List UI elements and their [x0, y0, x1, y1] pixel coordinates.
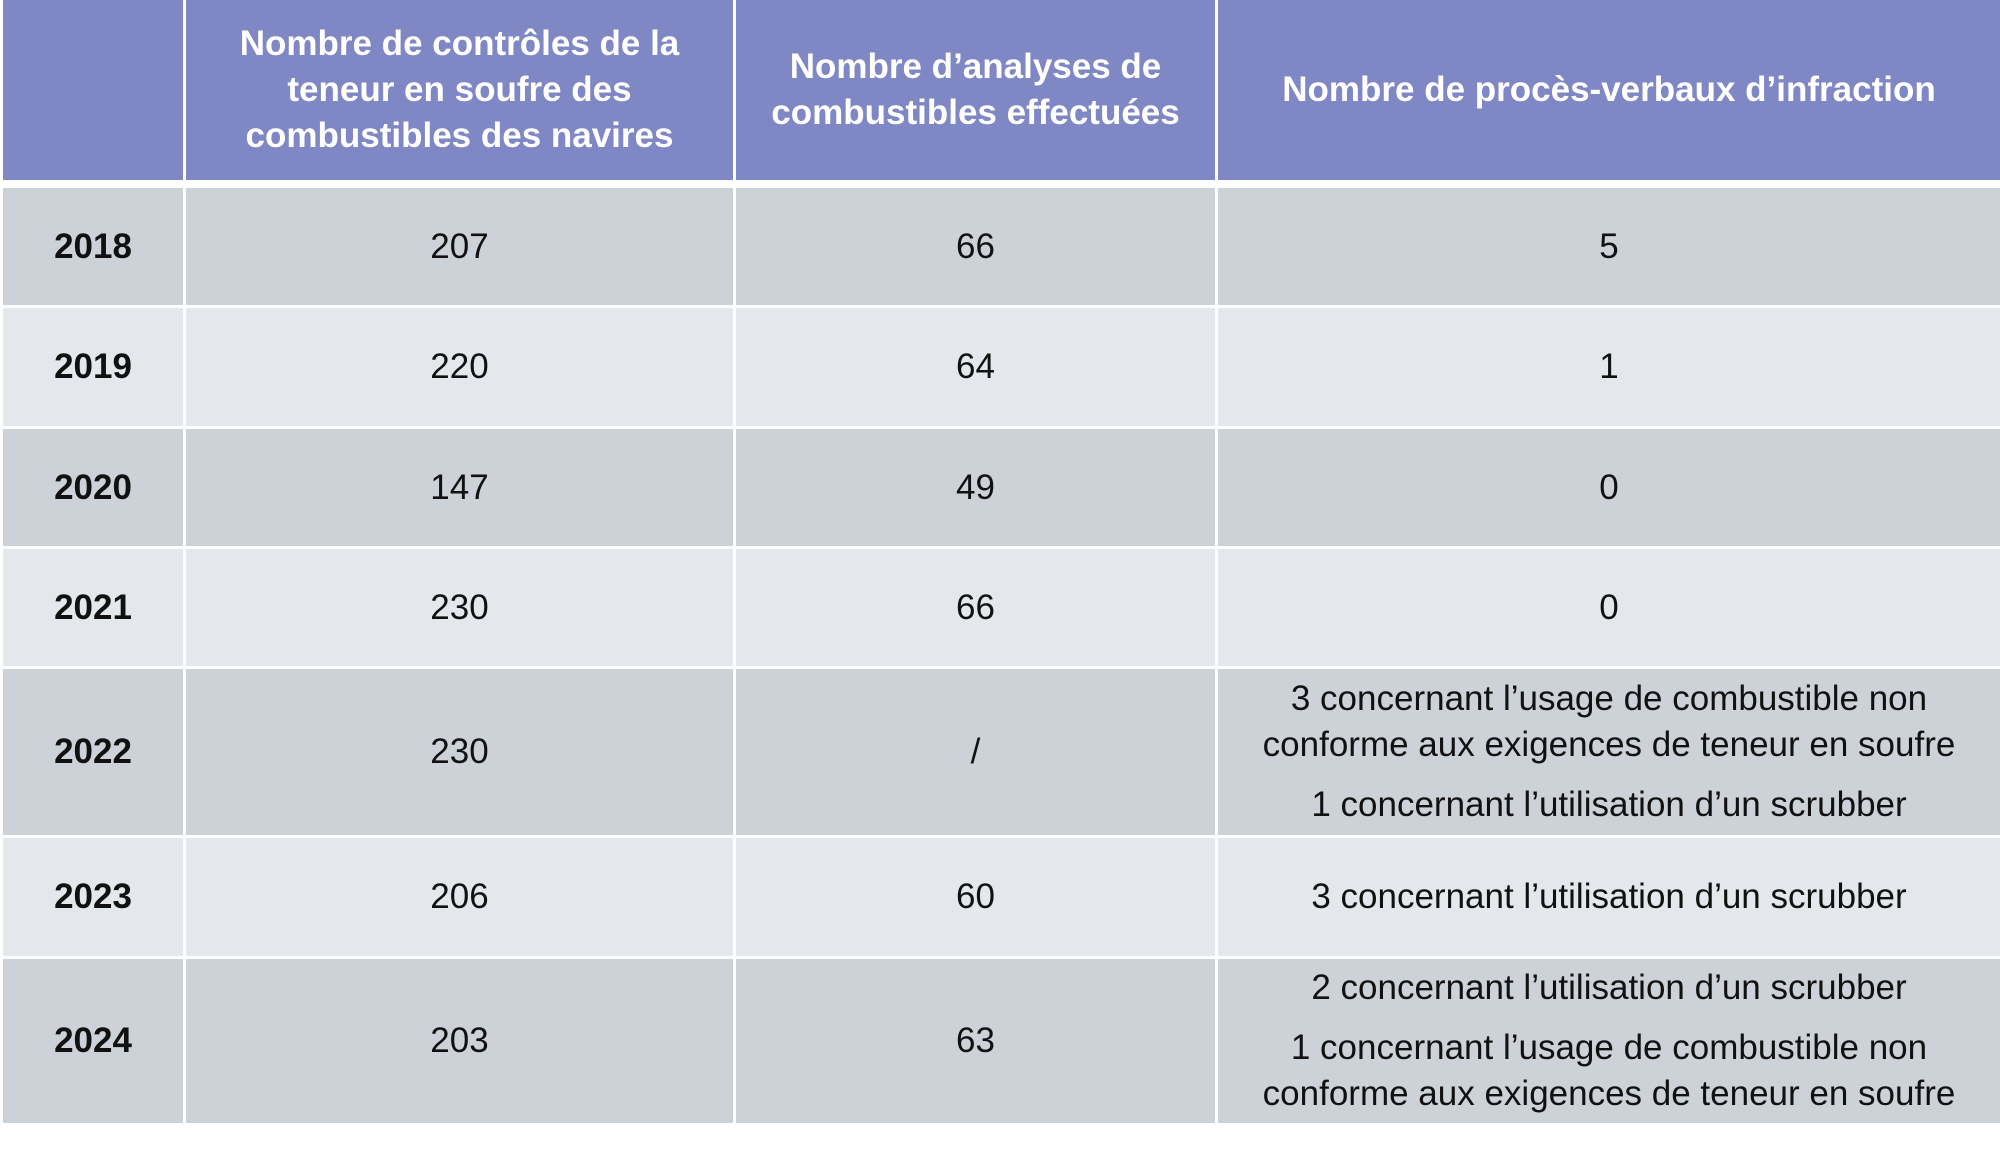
analyses-cell: /	[735, 668, 1217, 837]
table-row	[2, 548, 2000, 668]
proces-verbaux-line: 5	[1599, 226, 1619, 266]
proces-verbaux-cell	[1217, 958, 2000, 1125]
proces-verbaux-line: 0	[1599, 467, 1619, 507]
header-cell-year	[2, 0, 185, 184]
proces-verbaux-line: 3 concernant l’utilisation d’un scrubber	[1311, 877, 1907, 916]
table-row	[2, 837, 2000, 958]
proces-verbaux-line: 1 concernant l’utilisation d’un scrubber	[1311, 785, 1907, 824]
year-cell: 2018	[2, 184, 185, 307]
table-row	[2, 428, 2000, 548]
analyses-cell: 66	[735, 184, 1217, 307]
controles-cell: 230	[185, 668, 735, 837]
controles-cell: 147	[185, 428, 735, 548]
proces-verbaux-cell	[1217, 668, 2000, 837]
table-row	[2, 668, 2000, 837]
analyses-cell: 60	[735, 837, 1217, 958]
table-row	[2, 184, 2000, 307]
controles-cell: 207	[185, 184, 735, 307]
controles-cell: 203	[185, 958, 735, 1125]
year-cell: 2024	[2, 958, 185, 1125]
year-cell: 2022	[2, 668, 185, 837]
proces-verbaux-line: 3 concernant l’usage de combustible non conforme aux exigences de teneur en soufre	[1262, 679, 1956, 764]
header-row	[2, 0, 2000, 184]
controles-cell: 220	[185, 307, 735, 428]
proces-verbaux-cell	[1217, 428, 2000, 548]
proces-verbaux-line: 2 concernant l’utilisation d’un scrubber	[1311, 968, 1907, 1007]
proces-verbaux-line: 0	[1599, 587, 1619, 627]
proces-verbaux-cell	[1217, 307, 2000, 428]
year-cell: 2023	[2, 837, 185, 958]
table-row	[2, 958, 2000, 1125]
analyses-cell: 49	[735, 428, 1217, 548]
analyses-cell: 63	[735, 958, 1217, 1125]
controles-cell: 230	[185, 548, 735, 668]
year-cell: 2020	[2, 428, 185, 548]
table-row	[2, 307, 2000, 428]
year-cell: 2019	[2, 307, 185, 428]
header-cell-analyses: Nombre d’analyses de combustibles effectuées	[735, 0, 1217, 184]
proces-verbaux-line: 1 concernant l’usage de combustible non conforme aux exigences de teneur en soufre	[1262, 1028, 1956, 1113]
proces-verbaux-line: 1	[1599, 347, 1619, 386]
proces-verbaux-cell	[1217, 548, 2000, 668]
year-cell: 2021	[2, 548, 185, 668]
header-cell-controles: Nombre de contrôles de la teneur en soufre des combustibles des navires	[185, 0, 735, 184]
analyses-cell: 64	[735, 307, 1217, 428]
proces-verbaux-cell	[1217, 184, 2000, 307]
controles-cell: 206	[185, 837, 735, 958]
analyses-cell: 66	[735, 548, 1217, 668]
header-cell-proces-verbaux: Nombre de procès-verbaux d’infraction	[1217, 0, 2000, 184]
proces-verbaux-cell	[1217, 837, 2000, 958]
